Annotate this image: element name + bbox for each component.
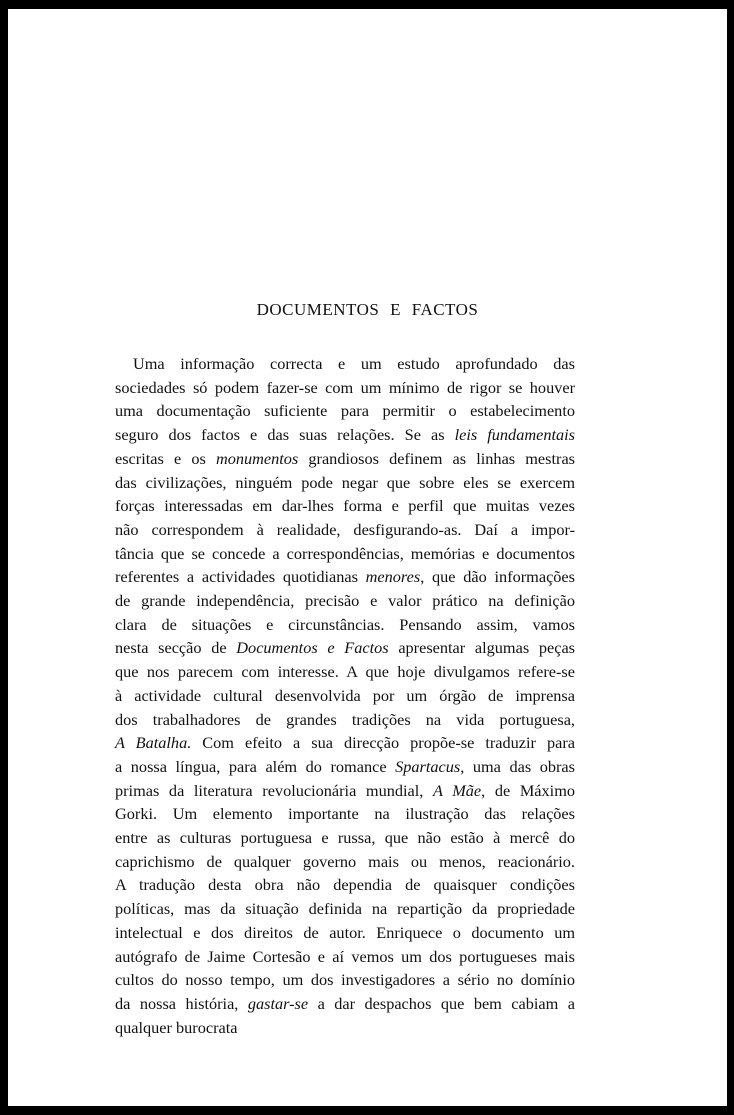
text-line [115,352,575,376]
page-title: DOCUMENTOS E FACTOS [256,300,479,319]
text-segment: não correspondem à realidade, desfigurando-as. Daí a impor- [115,519,575,539]
text-line [115,471,575,495]
text-line [115,1016,575,1040]
text-segment: políticas, mas da situação definida na repartição da propriedade [115,899,575,919]
text-line [115,542,575,566]
text-line [115,636,575,660]
text-line [115,708,575,732]
text-line [115,779,575,803]
text-line [115,613,575,637]
text-line [115,968,575,992]
text-segment: entre as culturas portuguesa e russa, que não estão à mercê do [115,828,575,848]
text-segment: tância que se concede a correspondências, memórias e documentos [115,543,575,563]
text-segment: qualquer burocrata [115,1017,238,1037]
italic-phrase: Spartacus [395,756,461,776]
text-segment: que nos parecem com interesse. A que hoje divulgamos refere-se [115,662,575,682]
text-line [115,399,575,423]
text-line [115,921,575,945]
text-line [115,992,575,1016]
text-segment: caprichismo de qualquer governo mais ou menos, reacionário. [115,851,575,871]
text-line [115,755,575,779]
text-line [115,565,575,589]
text-line [115,376,575,400]
text-segment: à actividade cultural desenvolvida por um órgão de imprensa [115,685,575,705]
text-segment: a dar despachos que bem cabiam a [308,993,575,1013]
text-segment: nesta secção de [115,638,237,658]
italic-phrase: monumentos [215,448,299,468]
text-line [115,660,575,684]
text-segment: referentes a actividades quotidianas [115,567,366,587]
italic-phrase: Documentos e Factos [236,638,389,658]
document-page [8,9,727,1106]
text-line [115,684,575,708]
text-segment: Uma informação correcta e um estudo aprofundado das [133,354,575,373]
italic-phrase: leis fundamentais [454,425,575,445]
body-paragraph [115,352,575,1039]
text-line [115,423,575,447]
text-segment: de grande independência, precisão e valor prático na definição [115,591,575,611]
text-segment: a nossa língua, para além do romance [115,756,396,776]
text-segment: autógrafo de Jaime Cortesão e aí vemos um dos portugueses mais [115,946,575,966]
text-line [115,826,575,850]
text-segment: cultos do nosso tempo, um dos investigadores a sério no domínio [115,970,575,990]
text-segment: , de Máximo [481,780,576,800]
text-line [115,897,575,921]
text-line [115,850,575,874]
text-segment: sociedades só podem fazer-se com um mínimo de rigor se houver [115,377,575,397]
text-segment: das civilizações, ninguém pode negar que sobre eles se exercem [115,472,575,492]
italic-phrase: A Batalha. [115,733,192,753]
text-segment: seguro dos factos e das suas relações. Se as [115,425,455,445]
text-segment: grandiosos definem as linhas mestras [298,448,576,468]
text-line [115,802,575,826]
text-segment: Gorki. Um elemento importante na ilustração das relações [115,804,575,824]
text-segment: , que dão informações [420,567,575,587]
text-segment: forças interessadas em dar-lhes forma e perfil que muitas vezes [115,496,575,516]
text-segment: apresentar algumas peças [388,638,576,658]
text-line [115,731,575,755]
text-segment: primas da literatura revolucionária mundial, [115,780,433,800]
italic-phrase: A Mãe [432,780,482,800]
text-line [115,589,575,613]
text-line [115,945,575,969]
text-segment: intelectual e dos direitos de autor. Enriquece o documento um [115,922,575,942]
text-line [115,494,575,518]
text-segment: clara de situações e circunstâncias. Pensando assim, vamos [115,614,575,634]
text-line [115,873,575,897]
text-segment: A tradução desta obra não dependia de quaisquer condições [115,875,575,895]
italic-phrase: menores [365,567,421,587]
text-segment: dos trabalhadores de grandes tradições na vida portuguesa, [115,709,575,729]
text-segment: da nossa história, [115,993,248,1013]
text-segment: escritas e os [115,448,216,468]
text-line [115,447,575,471]
italic-phrase: gastar-se [247,993,309,1013]
text-segment: Com efeito a sua direcção propõe-se traduzir para [191,733,575,753]
text-segment: uma documentação suficiente para permitir o estabelecimento [115,401,575,421]
text-line [115,518,575,542]
text-segment: , uma das obras [460,756,575,776]
